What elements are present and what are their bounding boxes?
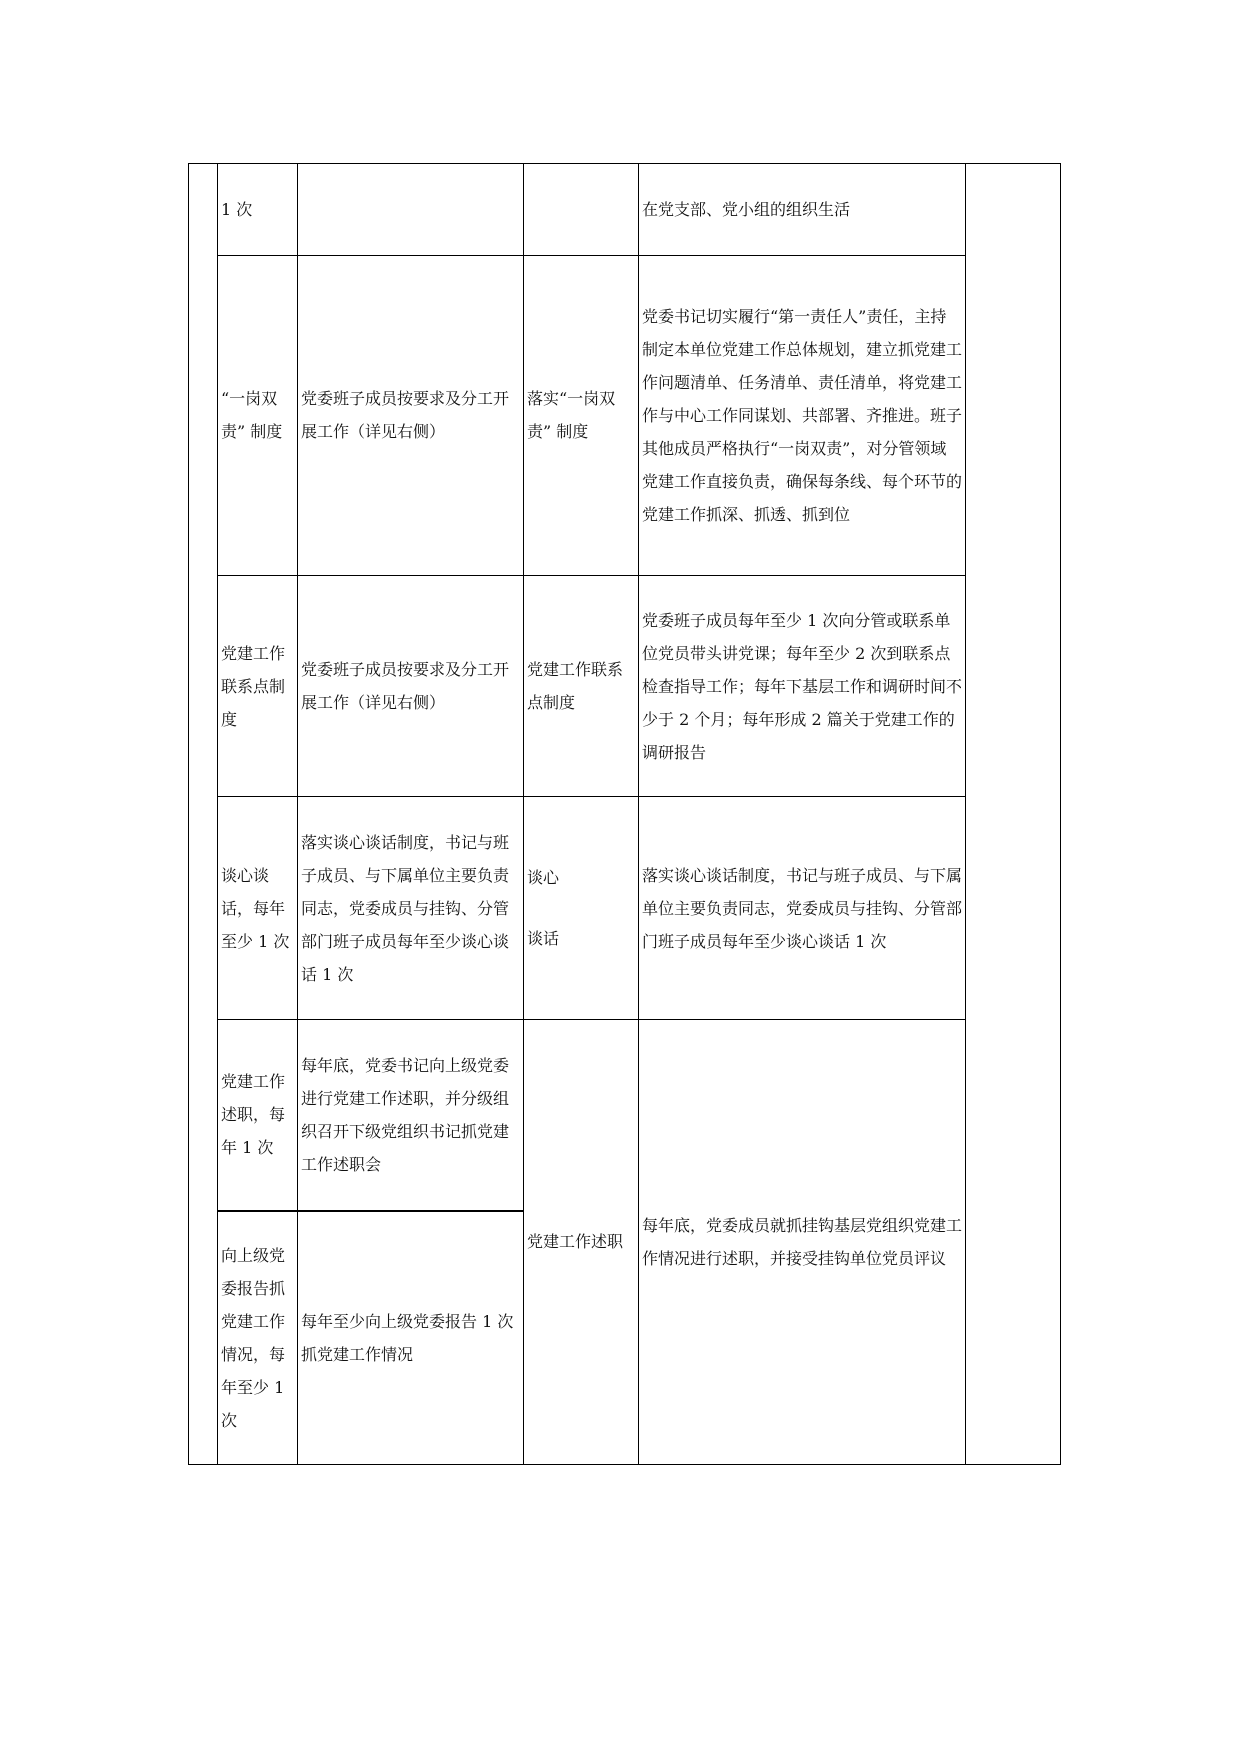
requirement-cell: 落实谈心谈话制度，书记与班子成员、与下属单位主要负责同志，党委成员与挂钩、分管部门班子成员每年至少谈心谈话 1 次 xyxy=(298,797,524,1020)
requirement-cell: 每年底，党委书记向上级党委进行党建工作述职，并分级组织召开下级党组织书记抓党建工作述职会 xyxy=(298,1019,524,1210)
table-row xyxy=(189,164,1061,256)
measure-cell xyxy=(524,164,639,256)
measure-cell xyxy=(524,797,639,1020)
item-cell: “一岗双责” 制度 xyxy=(218,255,298,575)
item-cell: 谈心谈话，每年至少 1 次 xyxy=(218,797,298,1020)
right-merged-cell xyxy=(966,164,1061,1465)
measure-line: 谈心 xyxy=(527,868,560,888)
table-row xyxy=(189,797,1061,1020)
measure-cell: 党建工作联系点制度 xyxy=(524,575,639,797)
requirement-cell xyxy=(298,164,524,256)
requirement-cell: 党委班子成员按要求及分工开展工作（详见右侧） xyxy=(298,575,524,797)
detail-cell: 党委书记切实履行“第一责任人”责任，主持制定本单位党建工作总体规划，建立抓党建工作问题清单、任务清单、责任清单，将党建工作与中心工作同谋划、共部署、齐推进。班子其他成员严格执行“一岗双责”，对分管领域党建工作直接负责，确保每条线、每个环节的党建工作抓深、抓透、抓到位 xyxy=(639,255,966,575)
table-row xyxy=(189,575,1061,797)
requirement-cell: 党委班子成员按要求及分工开展工作（详见右侧） xyxy=(298,255,524,575)
detail-cell: 在党支部、党小组的组织生活 xyxy=(639,164,966,256)
detail-cell: 党委班子成员每年至少 1 次向分管或联系单位党员带头讲党课；每年至少 2 次到联系点检查指导工作；每年下基层工作和调研时间不少于 2 个月；每年形成 2 篇关于党建工作的调研报告 xyxy=(639,575,966,797)
detail-cell: 落实谈心谈话制度，书记与班子成员、与下属单位主要负责同志，党委成员与挂钩、分管部门班子成员每年至少谈心谈话 1 次 xyxy=(639,797,966,1020)
item-cell: 1 次 xyxy=(218,164,298,256)
table-row xyxy=(189,1019,1061,1210)
item-cell: 党建工作联系点制度 xyxy=(218,575,298,797)
table-row xyxy=(189,255,1061,575)
left-merged-cell xyxy=(189,164,218,1465)
measure-cell: 党建工作述职 xyxy=(524,1019,639,1464)
item-cell: 党建工作述职，每年 1 次 xyxy=(218,1019,298,1210)
responsibility-table xyxy=(188,163,1061,1465)
measure-line: 谈话 xyxy=(527,929,560,949)
item-cell: 向上级党委报告抓党建工作情况，每年至少 1 次 xyxy=(218,1211,298,1465)
detail-cell: 每年底，党委成员就抓挂钩基层党组织党建工作情况进行述职，并接受挂钩单位党员评议 xyxy=(639,1019,966,1464)
requirement-cell: 每年至少向上级党委报告 1 次抓党建工作情况 xyxy=(298,1211,524,1465)
measure-cell: 落实“一岗双责” 制度 xyxy=(524,255,639,575)
